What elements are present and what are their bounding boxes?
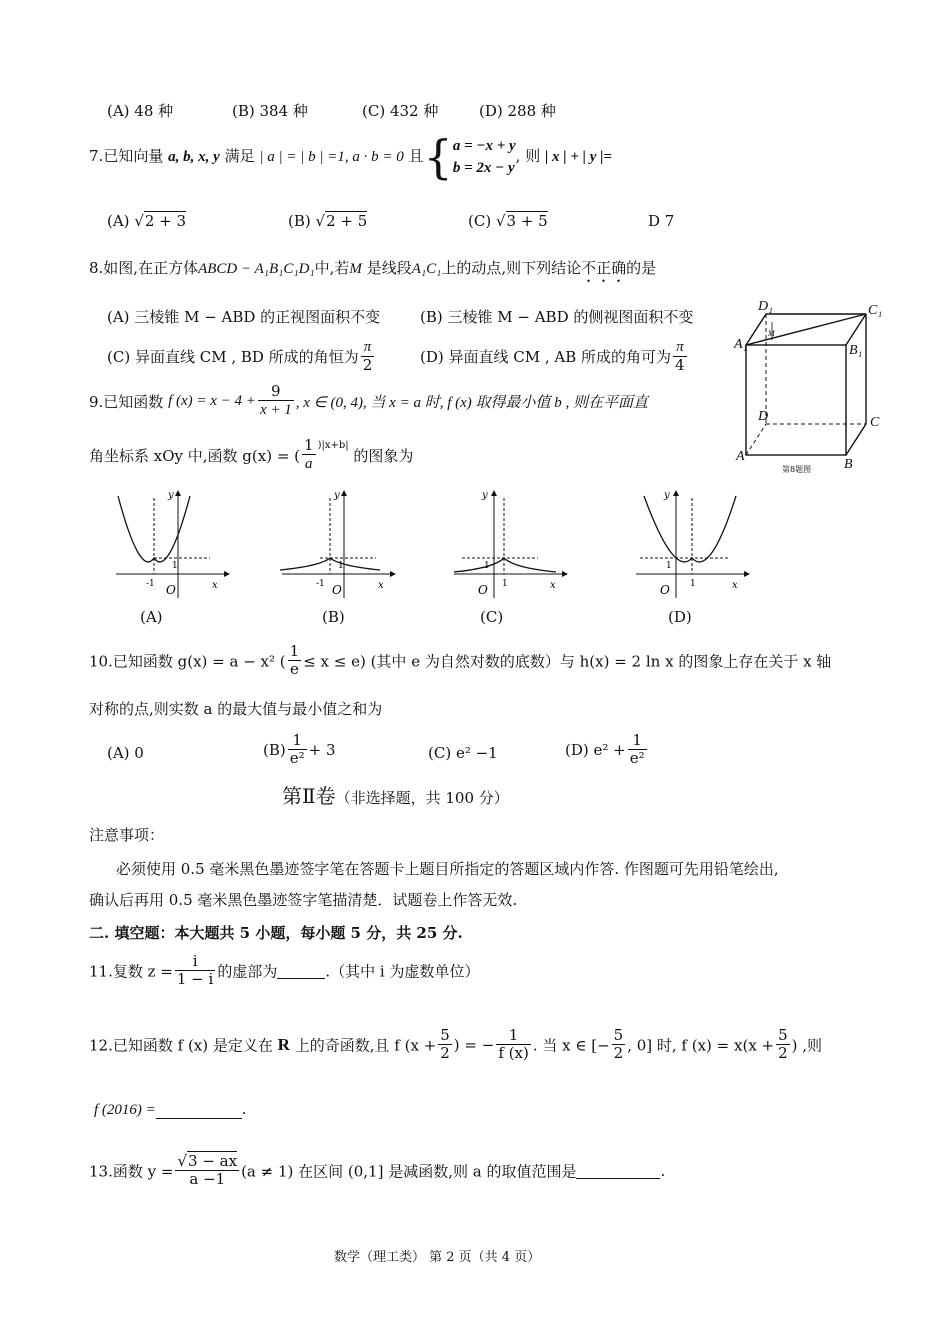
label-b: B: [844, 457, 853, 472]
question-11: 11.复数 z = $\frac{i}{1 - i}$ 的虚部为 .（其中 i 为虚数单位）: [89, 952, 480, 989]
svg-text:x: x: [732, 580, 738, 591]
svg-text:y: y: [334, 490, 340, 501]
q9-caption-b: (B): [322, 608, 345, 626]
question-10-line-2: 对称的点,则实数 a 的最大值与最小值之和为: [89, 700, 383, 718]
question-10-line-1: 10.已知函数 g(x) = a − x² ( $\frac{1}{e}$ ≤ x ≤ e) (其中 e 为自然对数的底数）与 h(x) = 2 ln x 的图象上存在关于 x 轴: [89, 642, 832, 679]
notice-line-2: 确认后再用 0.5 毫米黑色墨迹签字笔描清楚．试题卷上作答无效.: [89, 891, 518, 909]
q8-option-b: (B) 三棱锥 M − ABD 的侧视图面积不变: [420, 308, 694, 326]
q9-caption-a: (A): [140, 608, 163, 626]
q10-option-c: (C) e² −1: [428, 744, 498, 762]
q11-answer-blank: [277, 962, 325, 979]
label-c1: C₁: [868, 303, 882, 318]
q8-emphasis: 不正确: [581, 259, 627, 277]
svg-text:1: 1: [172, 561, 178, 571]
svg-text:O: O: [478, 583, 488, 597]
svg-text:1: 1: [338, 561, 344, 571]
page-footer: 数学（理工类） 第 2 页（共 4 页）: [334, 1250, 541, 1265]
label-a1: A₁: [734, 337, 748, 352]
svg-text:O: O: [332, 583, 342, 597]
q7-equation-1: a = −x + y: [452, 138, 516, 154]
q10-option-b: (B) $\frac{1}{\text{e²}}$ + 3: [263, 731, 336, 768]
q8-cube-figure: [732, 298, 882, 478]
label-c: C: [870, 415, 880, 430]
q7-option-a: (A) √2 + 3: [107, 212, 187, 230]
q7-stem-1: 已知向量: [103, 147, 164, 165]
svg-text:x: x: [212, 580, 218, 591]
q9-caption-d: (D): [668, 608, 692, 626]
q7-stem-4: , 则: [515, 147, 541, 165]
svg-text:1: 1: [484, 561, 490, 571]
q7-equation-2: b = 2x − y: [452, 160, 515, 176]
label-d: D: [758, 409, 769, 424]
notice-line-1: 必须使用 0.5 毫米黑色墨迹签字笔在答题卡上题目所指定的答题区域内作答. 作图题可先用铅笔绘出,: [116, 860, 779, 878]
part-2-heading: [282, 780, 509, 809]
q8-option-d: (D) 异面直线 CM , AB 所成的角可为 $\frac{\pi}{4}$: [420, 339, 685, 375]
question-9-line-2: 角坐标系 xOy 中,函数 g(x) = ( $\frac{1}{a}$ $^{)|x+b|}$ 的图象为: [89, 436, 414, 473]
q9-graph-a: [110, 488, 230, 600]
figure-caption: 第8题图: [782, 465, 812, 474]
label-m: M: [768, 329, 775, 338]
q10-option-d: (D) e² + $\frac{1}{\text{e²}}$: [565, 731, 645, 768]
q7-condition: | a | = | b | =1, a · b = 0: [259, 149, 404, 165]
q12-answer-line: f (2016) = .: [94, 1100, 247, 1118]
q8-option-c: (C) 异面直线 CM , BD 所成的角恒为 $\frac{\pi}{2}$: [107, 339, 373, 375]
label-a: A: [736, 449, 745, 464]
q7-stem-2: 满足: [224, 147, 255, 165]
svg-text:x: x: [550, 580, 556, 591]
svg-text:O: O: [660, 583, 670, 597]
q7-ask: | x | + | y |=: [544, 149, 612, 165]
question-8: 8.如图,在正方体ABCD − A₁B₁C₁D₁中,若M 是线段A₁C₁上的动点,则下列结论不正确的是: [89, 259, 657, 277]
svg-text:1: 1: [690, 579, 696, 589]
label-d1: D₁: [758, 299, 773, 314]
svg-text:y: y: [664, 490, 670, 501]
part-2-title: 第Ⅱ卷: [282, 784, 336, 808]
q7-option-d: D 7: [648, 212, 675, 230]
segment-a1c1: [746, 314, 866, 345]
section-2-heading: 二. 填空题：本大题共 5 小题，每小题 5 分，共 25 分.: [89, 924, 463, 942]
q7-number: 7.: [89, 147, 104, 165]
q7-equation-system: [453, 135, 516, 179]
notice-heading: 注意事项：: [89, 826, 165, 844]
part-2-subtitle: （非选择题，共 100 分）: [335, 789, 509, 807]
q6-option-a: (A) 48 种: [107, 102, 174, 120]
q9-graph-b: [276, 488, 396, 600]
question-9-line-1: 9.已知函数 f (x) = x − 4 + $\frac{9}{x + 1}$ , x ∈ (0, 4), 当 x = a 时, f (x) 取得最小值 b , 则在平面直: [89, 382, 649, 419]
q6-option-d: (D) 288 种: [479, 102, 556, 120]
svg-text:y: y: [168, 490, 174, 501]
q7-option-c: (C) √3 + 5: [468, 212, 548, 230]
q10-option-a: (A) 0: [107, 744, 144, 762]
q8-cube: ABCD − A₁B₁C₁D₁: [198, 261, 315, 277]
q9-caption-c: (C): [480, 608, 504, 626]
svg-text:x: x: [378, 580, 384, 591]
svg-text:1: 1: [666, 561, 672, 571]
q6-option-c: (C) 432 种: [362, 102, 439, 120]
q9-graph-c: [448, 488, 568, 600]
q12-answer-blank: [156, 1102, 242, 1119]
svg-text:O: O: [166, 583, 176, 597]
svg-text:1: 1: [502, 579, 508, 589]
svg-text:y: y: [482, 490, 488, 501]
question-7: 7.已知向量 a, b, x, y 满足 | a | = | b | =1, a · b = 0 且{ a = −x + y b = 2x − y , 则 | x | + | y |=: [89, 130, 612, 184]
svg-text:-1: -1: [146, 579, 155, 589]
q13-answer-blank: [576, 1162, 660, 1179]
question-13: 13.函数 y = $\frac{√3 - ax}{a -1}$ (a ≠ 1) 在区间 (0,1] 是减函数,则 a 的取值范围是 .: [89, 1152, 666, 1189]
cube-front-face: [746, 345, 846, 455]
svg-text:-1: -1: [316, 579, 325, 589]
q7-option-b: (B) √2 + 5: [288, 212, 368, 230]
q7-stem-3: 且: [408, 147, 424, 165]
q8-option-a: (A) 三棱锥 M − ABD 的正视图面积不变: [107, 308, 381, 326]
label-b1: B₁: [849, 343, 863, 358]
q9-graph-d: [630, 488, 750, 600]
q6-option-b: (B) 384 种: [232, 102, 308, 120]
q7-vectors: a, b, x, y: [168, 149, 220, 165]
question-12: 12.已知函数 f (x) 是定义在 R 上的奇函数,且 f (x + $\frac{5}{2}$ ) = − $\frac{1}{f (x)}$ . 当 x ∈ [− $\frac{5}{2}$ , 0] 时, f (x) = x(x + $\frac{5}{2}$ ) ,则: [89, 1026, 823, 1063]
